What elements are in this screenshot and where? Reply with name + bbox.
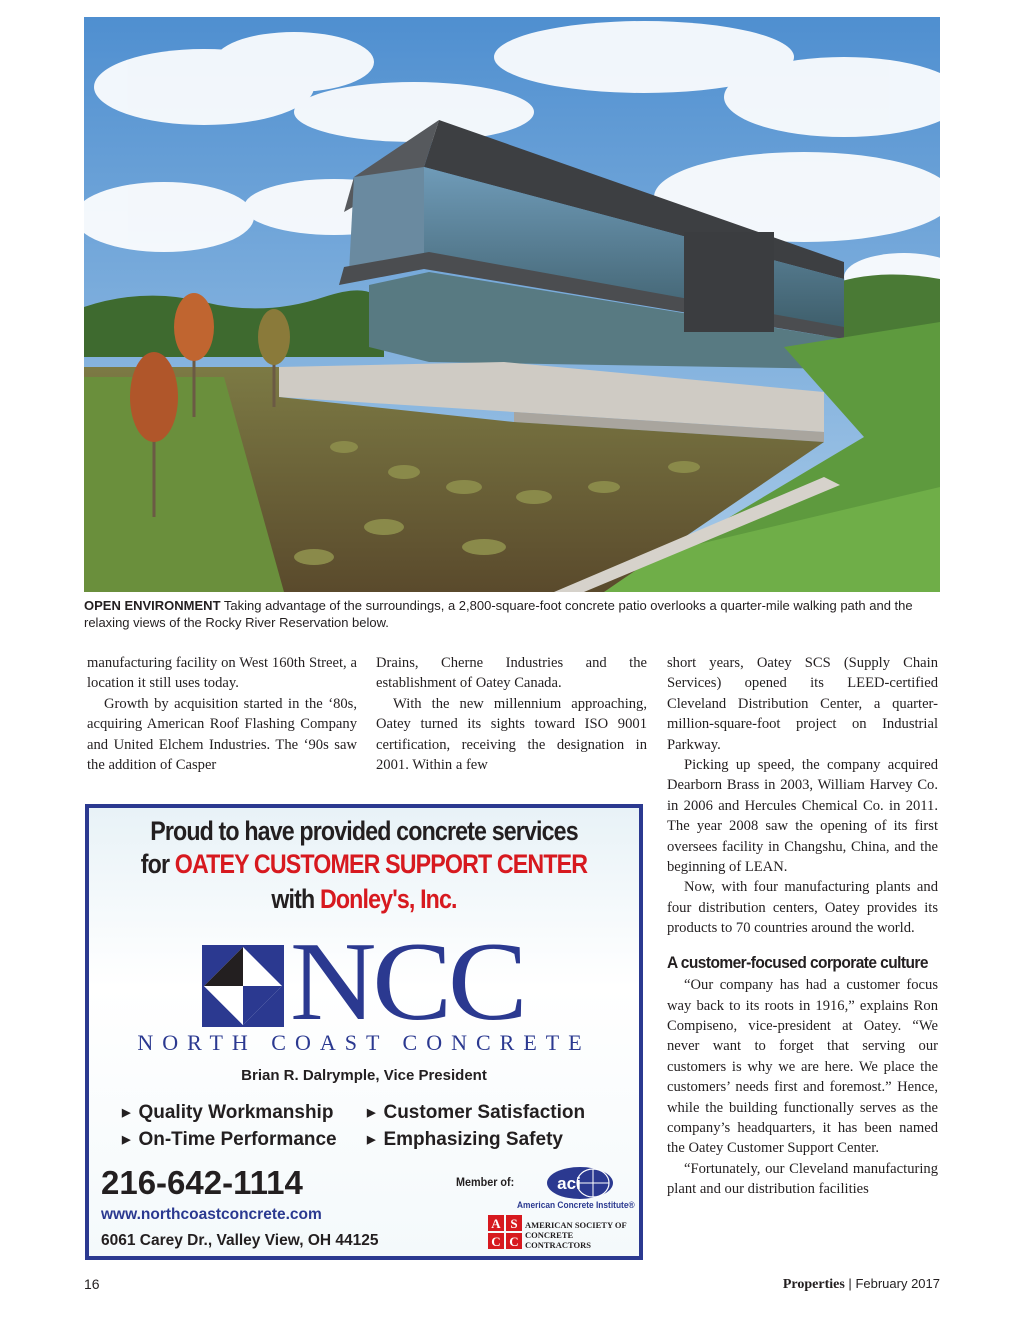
article-column-3	[667, 653, 938, 1200]
feature-item: ▶ Quality Workmanship	[122, 1102, 334, 1123]
caption-text: Taking advantage of the surroundings, a 2,800-square-foot concrete patio overlooks a quarter-mile walking path and the relaxing views of the Rocky River Reservation below.	[84, 598, 913, 630]
issue-date: February 2017	[855, 1276, 940, 1291]
ncc-logo-text: NCC	[290, 920, 524, 1044]
paragraph: With the new millennium approaching, Oatey turned its sights toward ISO 9001 certification, receiving the designation in 2001. Within a few	[376, 695, 647, 774]
feature-item: ▶ Emphasizing Safety	[367, 1129, 563, 1150]
ascc-name: AMERICAN SOCIETY OF CONCRETE CONTRACTORS	[525, 1220, 627, 1250]
ad-partner-name: Donley's, Inc.	[319, 884, 457, 914]
aci-logo-icon	[545, 1166, 615, 1200]
paragraph: “Our company has had a customer focus way back to its roots in 1916,” explains Ron Compiseno, vice-president at Oatey. “We never want to forget that serving our customers is why we are here. We place the customers’ needs first and foremost.” Hence, while the building functionally serves as the company’s headquarters, it has been named the Oatey Customer Support Center.	[667, 977, 938, 1157]
feature-item: ▶ Customer Satisfaction	[367, 1102, 586, 1123]
paragraph: manufacturing facility on West 160th Street, a location it still uses today.	[87, 655, 357, 692]
ad-project-name: OATEY CUSTOMER SUPPORT CENTER	[174, 849, 588, 879]
ncc-logo-mark-icon	[202, 945, 284, 1027]
triangle-bullet-icon: ▶	[122, 1134, 131, 1146]
triangle-bullet-icon: ▶	[367, 1107, 376, 1119]
address: 6061 Carey Dr., Valley View, OH 44125	[101, 1232, 379, 1249]
aci-mark-text: aci	[557, 1174, 581, 1193]
paragraph: “Fortunately, our Cleveland manufacturing plant and our distribution facilities	[667, 1160, 938, 1198]
ascc-letter: A	[491, 1216, 501, 1231]
contact-name: Brian R. Dalrymple, Vice President	[241, 1067, 487, 1084]
feature-item: ▶ On-Time Performance	[122, 1129, 337, 1150]
aci-name: American Concrete Institute®	[517, 1200, 635, 1211]
phone-number: 216-642-1114	[101, 1164, 303, 1201]
ascc-letter: C	[509, 1234, 519, 1249]
building-photo	[84, 17, 940, 592]
building-illustration	[84, 17, 940, 592]
paragraph: Growth by acquisition started in the ‘80s, acquiring American Roof Flashing Company and United Elchem Industries. The ‘90s saw the addition of Casper	[87, 695, 357, 774]
ascc-logo-icon	[488, 1215, 522, 1249]
triangle-bullet-icon: ▶	[367, 1134, 376, 1146]
footer-separator: |	[848, 1276, 852, 1291]
paragraph: short years, Oatey SCS (Supply Chain Services) opened its LEED-certified Cleveland Distribution Center, a quarter-million-square-foot project on Industrial Parkway.	[667, 655, 938, 753]
photo-caption	[84, 597, 944, 631]
company-name: NORTH COAST CONCRETE	[137, 1030, 591, 1055]
ascc-letter: C	[491, 1234, 501, 1249]
paragraph: Now, with four manufacturing plants and four distribution centers, Oatey provides its products to 70 countries around the world.	[667, 879, 938, 937]
triangle-bullet-icon: ▶	[122, 1107, 131, 1119]
magazine-footer	[783, 1276, 940, 1293]
ad-headline-3-prefix: with	[271, 884, 315, 914]
ncc-advertisement	[85, 804, 643, 1260]
article-column-2	[376, 653, 647, 775]
website-link[interactable]: www.northcoastconcrete.com	[101, 1206, 322, 1223]
magazine-name: Properties	[782, 1277, 845, 1292]
ascc-letter: S	[510, 1216, 518, 1231]
ad-headline-2-prefix: for	[140, 849, 170, 879]
ad-headline-1: Proud to have provided concrete services	[150, 816, 578, 846]
ad-headline-2	[128, 849, 601, 880]
page-number: 16	[84, 1276, 100, 1292]
member-label: Member of:	[456, 1175, 515, 1189]
paragraph: Drains, Cherne Industries and the establishment of Oatey Canada.	[376, 655, 647, 692]
article-column-1	[87, 653, 357, 775]
ad-headline-3	[128, 884, 601, 915]
paragraph: Picking up speed, the company acquired Dearborn Brass in 2003, William Harvey Co. in 2006 and Hercules Chemical Co. in 2011. The year 2008 saw the opening of its first oversees facility in Changshu, China, and the beginning of LEAN.	[667, 757, 938, 876]
caption-label: OPEN ENVIRONMENT	[84, 598, 221, 613]
section-heading: A customer-focused corporate culture	[667, 953, 928, 972]
